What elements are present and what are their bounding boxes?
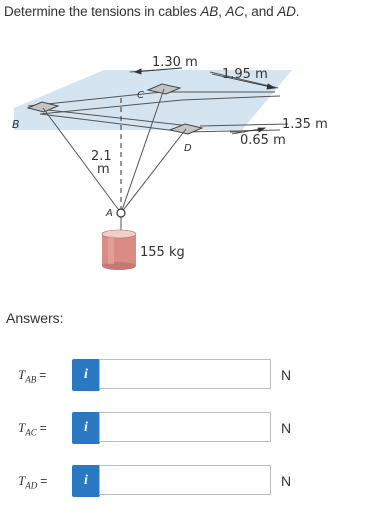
cable-ad-label: AD	[277, 4, 296, 19]
mass-label: 155 kg	[140, 245, 185, 260]
tac-answer-input[interactable]	[99, 412, 271, 442]
label-b: B	[12, 118, 20, 131]
info-icon[interactable]: i	[72, 359, 100, 391]
answer-row-tab	[0, 359, 367, 393]
dim-right-low-label: 0.65 m	[240, 133, 286, 148]
question-prefix: Determine the tensions in cables	[4, 4, 201, 19]
tad-subscript: AD	[25, 480, 38, 491]
cable-ac-label: AC	[225, 4, 244, 19]
question-sep1: ,	[218, 4, 226, 19]
tad-symbol: T	[18, 473, 26, 488]
dim-top-label: 1.30 m	[152, 55, 198, 70]
question-suffix: .	[295, 4, 300, 19]
cable-ab-label: AB	[200, 4, 219, 19]
mass-cylinder	[102, 230, 136, 270]
dim-right-top-label: 1.95 m	[222, 67, 268, 82]
tab-answer-input[interactable]	[99, 359, 271, 389]
tac-unit: N	[281, 420, 292, 436]
tad-equals: =	[40, 474, 48, 488]
tad-answer-input[interactable]	[99, 465, 271, 495]
info-icon[interactable]: i	[72, 412, 100, 444]
answer-row-tac	[0, 412, 367, 446]
tab-subscript: AB	[25, 374, 37, 385]
tab-unit: N	[281, 367, 292, 383]
answer-row-tad	[0, 465, 367, 499]
answers-heading: Answers:	[6, 310, 64, 326]
point-a	[117, 209, 125, 217]
tab-equals: =	[39, 368, 47, 382]
tac-symbol: T	[18, 420, 26, 435]
label-a: A	[106, 208, 113, 219]
cable-diagram	[0, 38, 367, 280]
question-text	[4, 4, 299, 19]
tab-symbol: T	[18, 367, 26, 382]
dim-vertical-unit: m	[97, 162, 110, 177]
dim-vertical-number: 2.1	[91, 149, 112, 164]
tac-equals: =	[39, 421, 47, 435]
problem-figure	[0, 38, 367, 280]
tad-label	[18, 473, 47, 491]
info-icon[interactable]: i	[72, 465, 100, 497]
label-c: C	[137, 90, 144, 101]
tac-subscript: AC	[25, 427, 37, 438]
tac-label	[18, 420, 47, 438]
tad-unit: N	[281, 473, 292, 489]
label-d: D	[184, 143, 192, 154]
cable-ad	[121, 129, 186, 213]
dim-right-mid-label: 1.35 m	[282, 117, 328, 132]
question-sep2: , and	[244, 4, 278, 19]
tab-label	[18, 367, 46, 385]
